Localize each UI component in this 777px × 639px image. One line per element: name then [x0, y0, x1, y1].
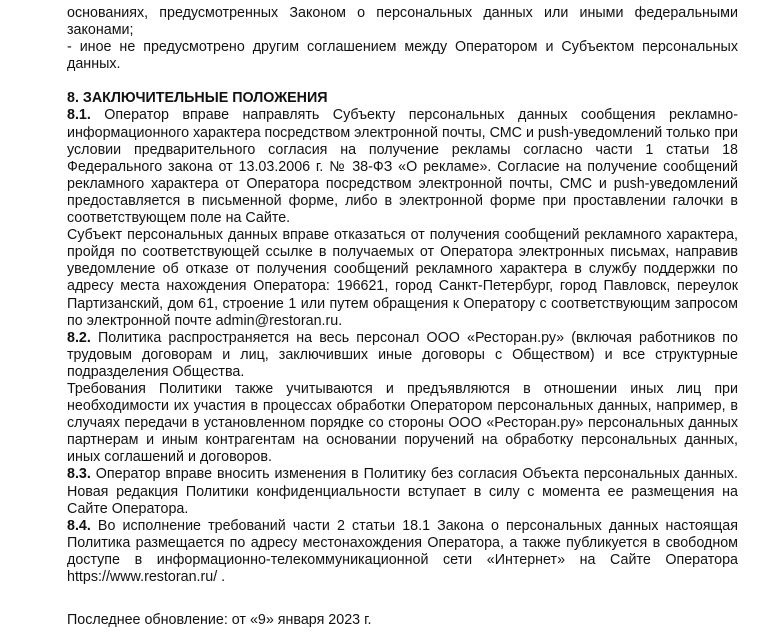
policy-document — [67, 5, 738, 586]
clause-8-3 — [67, 466, 738, 517]
clause-8-4 — [67, 518, 738, 586]
clause-text: Оператор вправе вносить изменения в Политику без согласия Объекта персональных данных. Новая редакция Политики конфиденциальности вступает в силу с момента ее размещения на Сайте Оператора. — [67, 466, 738, 517]
clause-number: 8.3. — [67, 466, 91, 483]
clause-text: Политика распространяется на весь персонал ООО «Ресторан.ру» (включая работников по трудовым договорам и лиц, заключивших иные договоры с Обществом) и все структурные подразделения Общества. — [67, 329, 738, 380]
clause-number: 8.2. — [67, 329, 91, 346]
clause-number: 8.1. — [67, 107, 91, 124]
section-heading: 8. ЗАКЛЮЧИТЕЛЬНЫЕ ПОЛОЖЕНИЯ — [67, 90, 328, 107]
clause-8-1 — [67, 107, 738, 227]
clause-text: Во исполнение требований части 2 статьи 18.1 Закона о персональных данных настоящая Политика размещается по адресу местонахождения Оператора, а также публикуется в свободном доступе в информационно-телекоммуникационной сети «Интернет» на Сайте Оператора https://www.restoran.ru/ . — [67, 517, 738, 585]
top-paragraph-line-1: основаниях, предусмотренных Законом о персональных данных или иными федеральными законами; — [67, 5, 738, 39]
last-updated: Последнее обновление: от «9» января 2023 г. — [67, 612, 372, 628]
top-paragraph-line-2: - иное не предусмотрено другим соглашением между Оператором и Субъектом персональных данных. — [67, 39, 738, 73]
clause-8-1-extra: Субъект персональных данных вправе отказаться от получения сообщений рекламного характера, пройдя по соответствующей ссылке в получаемых от Оператора электронных письмах, направив уведомление об отказе от получения сообщений рекламного характера в службу поддержки по адресу места нахождения Оператора: 196621, город Санкт-Петербург, город Павловск, переулок Партизанский, дом 61, строение 1 или путем обращения к Оператору с соответствующим запросом по электронной почте admin@restoran.ru. — [67, 227, 738, 329]
clause-text: Оператор вправе направлять Субъекту персональных данных сообщения рекламно-информационного характера посредством электронной почты, СМС и push-уведомлений только при условии предварительного согласия на получение рекламы согласно части 1 статьи 18 Федерального закона от 13.03.2006 г. № 38-ФЗ «О рекламе». Согласие на получение сообщений рекламного характера от Оператора посредством электронной почты, СМС и push-уведомлений предоставляется в письменной форме, либо в электронной форме при проставлении галочки в соответствующем поле на Сайте. — [67, 107, 738, 227]
clause-number: 8.4. — [67, 517, 91, 534]
clause-8-2 — [67, 330, 738, 381]
clause-8-2-extra: Требования Политики также учитываются и предъявляются в отношении иных лиц при необходимости их участия в процессах обработки Оператором персональных данных, например, в случаях передачи в установленном порядке со стороны ООО «Ресторан.ру» персональных данных партнерам и иным контрагентам на основании поручений на обработку персональных данных, иных соглашений и договоров. — [67, 380, 738, 466]
